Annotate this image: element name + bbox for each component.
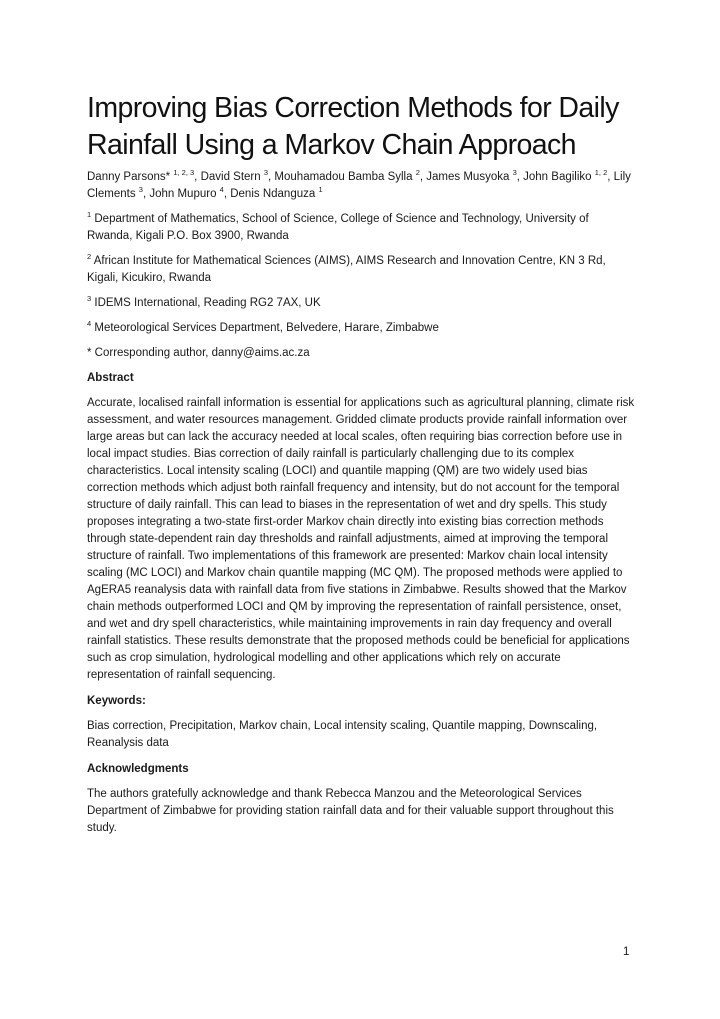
- author: Mouhamadou Bamba Sylla $^2$,: [274, 168, 427, 183]
- acknowledgments-text: The authors gratefully acknowledge and thank Rebecca Manzou and the Meteorological Services Department of Zimbabwe for providing station rainfall data and for their valuable support throughout this study.: [87, 788, 614, 834]
- affiliation: $^4$ Meteorological Services Department, Belvedere, Harare, Zimbabwe: [87, 319, 439, 334]
- author: Lily Clements $^3$,: [87, 171, 631, 200]
- paper-page: [87, 90, 635, 837]
- abstract-text: Accurate, localised rainfall information is essential for applications such as agricultural planning, climate risk assessment, and water resources management. Gridded climate products provide rainfall information over large areas but can lack the accuracy needed at local scales, often requiring bias correction before use in local impact studies. Bias correction of daily rainfall is particularly challenging due to its complex characteristics. Local intensity scaling (LOCI) and quantile mapping (QM) are two widely used bias correction methods which adjust both rainfall frequency and intensity, but do not account for the temporal structure of daily rainfall. This can lead to biases in the representation of wet and dry spells. This study proposes integrating a two-state first-order Markov chain directly into existing bias correction methods through state-dependent rain day thresholds and rainfall adjustments, aimed at improving the temporal structure of rainfall. Two implementations of this framework are presented: Markov chain local intensity scaling (MC LOCI) and Markov chain quantile mapping (MC QM). The proposed methods were applied to AgERA5 reanalysis data with rainfall data from five stations in Zimbabwe. Results showed that the Markov chain methods outperformed LOCI and QM by improving the representation of rainfall persistence, onset, and wet and dry spell characteristics, while maintaining improvements in rain day frequency and overall rainfall statistics. These results demonstrate that the proposed methods could be beneficial for applications such as crop simulation, hydrological modelling and other applications which rely on accurate representation of rainfall sequencing.: [87, 397, 635, 681]
- page-number: 1: [623, 946, 630, 958]
- author: Danny Parsons* $^{1, 2, 3}$,: [87, 168, 201, 183]
- acknowledgments-heading: Acknowledgments: [87, 763, 189, 775]
- affiliation: $^2$ African Institute for Mathematical Sciences (AIMS), AIMS Research and Innovation Centre, KN 3 Rd, Kigali, Kicukiro, Rwanda: [87, 252, 606, 284]
- author-list: [87, 169, 635, 203]
- title-line-1: Improving Bias Correction Methods for Daily: [87, 92, 619, 124]
- author: John Bagiliko $^{1, 2}$,: [523, 168, 614, 183]
- author: Denis Ndanguza $^1$: [230, 185, 323, 200]
- keywords-text: Bias correction, Precipitation, Markov chain, Local intensity scaling, Quantile mapping, Downscaling, Reanalysis data: [87, 720, 598, 749]
- affiliation: $^3$ IDEMS International, Reading RG2 7AX, UK: [87, 294, 321, 309]
- corresponding-author: * Corresponding author, danny@aims.ac.za: [87, 347, 310, 359]
- keywords-heading: Keywords:: [87, 695, 146, 707]
- author: James Musyoka $^3$,: [426, 168, 524, 183]
- affiliation: $^1$ Department of Mathematics, School of Science, College of Science and Technology, University of Rwanda, Kigali P.O. Box 3900, Rwanda: [87, 210, 589, 242]
- abstract-heading: Abstract: [87, 372, 134, 384]
- paper-title: [87, 90, 635, 164]
- author: David Stern $^3$,: [200, 168, 275, 183]
- author: John Mupuro $^4$,: [149, 185, 231, 200]
- title-line-2: Rainfall Using a Markov Chain Approach: [87, 129, 576, 161]
